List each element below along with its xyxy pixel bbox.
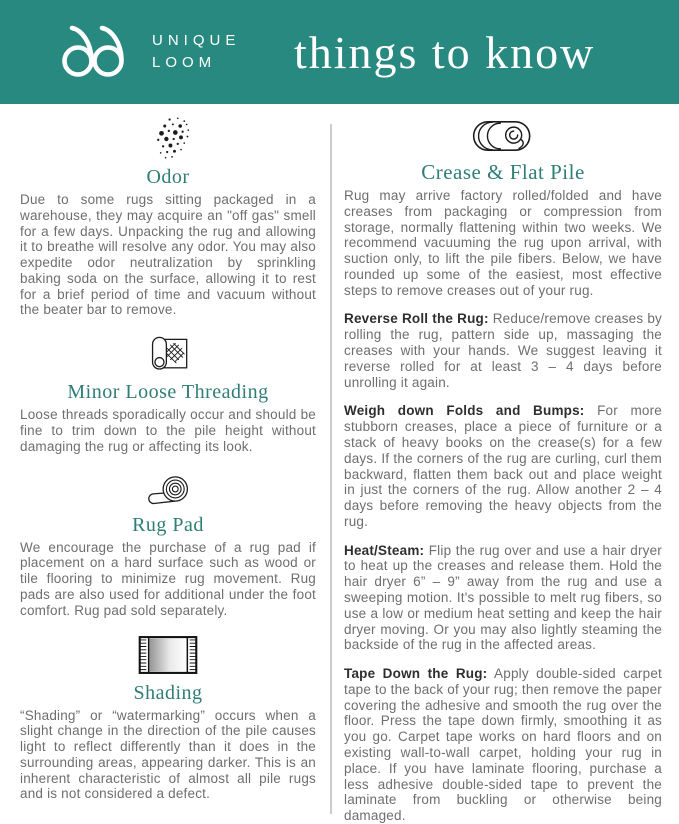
section-body-odor: Due to some rugs sitting packaged in a warehouse, they may acquire an "off gas" smell for a few days. Unpacking the rug and allowing it to breathe will resolve any odor. You may also expedite odor neutralization by sprinkling baking soda on the surface, allowing it to rest for a brief period of time and vacuum without the beater bar to remove. bbox=[20, 192, 316, 318]
brand-lockup bbox=[56, 21, 240, 83]
section-minor-loose-threading bbox=[20, 331, 316, 454]
tip-weigh-down-label: Weigh down Folds and Bumps: bbox=[344, 403, 585, 419]
section-body-rug-pad: We encourage the purchase of a rug pad if placement on a hard surface such as wood or tile flooring to minimize rug movement. Rug pads are also used for additional under the foot comfort. Rug pad sold separately. bbox=[20, 539, 316, 618]
brand-name-bottom: LOOM bbox=[152, 54, 217, 71]
tip-tape-down-text: Apply double-sided carpet tape to the back of your rug; then remove the paper covering the adhesive and smooth the rug over the floor. Press the tape down firmly, smoothing it as you go. Carpet tape works on hard floors and on existing wall-to-wall carpet, holding your rug in place. If you have laminate flooring, purchase a less adhesive double-sided tape to prevent the laminate from buckling or otherwise being damaged. bbox=[344, 666, 662, 824]
brand-name-top: UNIQUE bbox=[152, 32, 241, 50]
rolled-rug-side-icon bbox=[471, 116, 535, 156]
tip-reverse-roll-label: Reverse Roll the Rug: bbox=[344, 311, 489, 327]
section-body-minor-loose-threading: Loose threads sporadically occur and should be fine to trim down to the pile height without damaging the rug or affecting its look. bbox=[20, 407, 316, 454]
tip-heat-steam bbox=[344, 543, 662, 653]
rolled-rug-corner-icon bbox=[142, 331, 194, 377]
section-heading-rug-pad: Rug Pad bbox=[132, 513, 204, 536]
shaded-rug-icon bbox=[135, 632, 201, 678]
tip-heat-steam-text: Flip the rug over and use a hair dryer to heat up the creases and release them. Hold the hair dryer 6” – 9” away from the rug and use a sweeping motion. It's possible to melt rug fibers, so use a low or medium heat setting and keep the hair dryer moving. Or you may also lightly steaming the backside of the rug in the affected areas. bbox=[344, 542, 663, 653]
section-heading-shading: Shading bbox=[133, 681, 203, 704]
unique-loom-logo-icon bbox=[56, 21, 140, 83]
section-crease-flat-pile bbox=[344, 116, 662, 298]
rug-pad-roll-icon bbox=[142, 468, 194, 510]
section-heading-crease-flat-pile: Crease & Flat Pile bbox=[421, 160, 585, 184]
tip-weigh-down-text: For more stubborn creases, place a piece of furniture or a stack of heavy books on the crease(s) for a few days. If the corners of the rug are curling, curl them backward, flatten them back out and place weight in just the corners of the rug. Allow another 2 – 4 days before removing the heavy objects from the rug. bbox=[344, 403, 663, 529]
section-body-shading: “Shading” or “watermarking” occurs when a slight change in the direction of the pile causes light to reflect differently than it does in the surrounding areas, appearing darker. This is an inherent characteristic of almost all pile rugs and is not considered a defect. bbox=[20, 707, 316, 802]
tip-weigh-down bbox=[344, 403, 662, 529]
left-column bbox=[0, 104, 330, 824]
header-banner bbox=[0, 0, 679, 104]
tip-reverse-roll bbox=[344, 311, 662, 390]
page-title: things to know bbox=[293, 26, 596, 78]
content-columns bbox=[0, 104, 679, 824]
tip-heat-steam-label: Heat/Steam: bbox=[344, 542, 425, 558]
right-column bbox=[332, 104, 679, 824]
section-heading-odor: Odor bbox=[146, 166, 190, 188]
section-odor bbox=[20, 116, 316, 318]
tip-tape-down bbox=[344, 666, 662, 824]
section-heading-minor-loose-threading: Minor Loose Threading bbox=[67, 381, 269, 404]
tip-reverse-roll-text: Reduce/remove creases by rolling the rug, pattern side up, massaging the creases with your hands. We suggest leaving it reverse rolled for at least 3 – 4 days before unrolling it again. bbox=[344, 311, 663, 390]
crease-intro: Rug may arrive factory rolled/folded and have creases from packaging or compression from storage, normally flattening within two weeks. We recommend vacuuming the rug upon arrival, with suction only, to lift the pile fibers. Below, we have rounded up some of the easiest, most effective steps to remove creases out of your rug. bbox=[344, 188, 662, 298]
section-rug-pad bbox=[20, 468, 316, 619]
tip-tape-down-label: Tape Down the Rug: bbox=[344, 666, 488, 682]
section-shading bbox=[20, 632, 316, 803]
brand-name bbox=[152, 30, 240, 74]
odor-particles-icon bbox=[142, 116, 194, 162]
